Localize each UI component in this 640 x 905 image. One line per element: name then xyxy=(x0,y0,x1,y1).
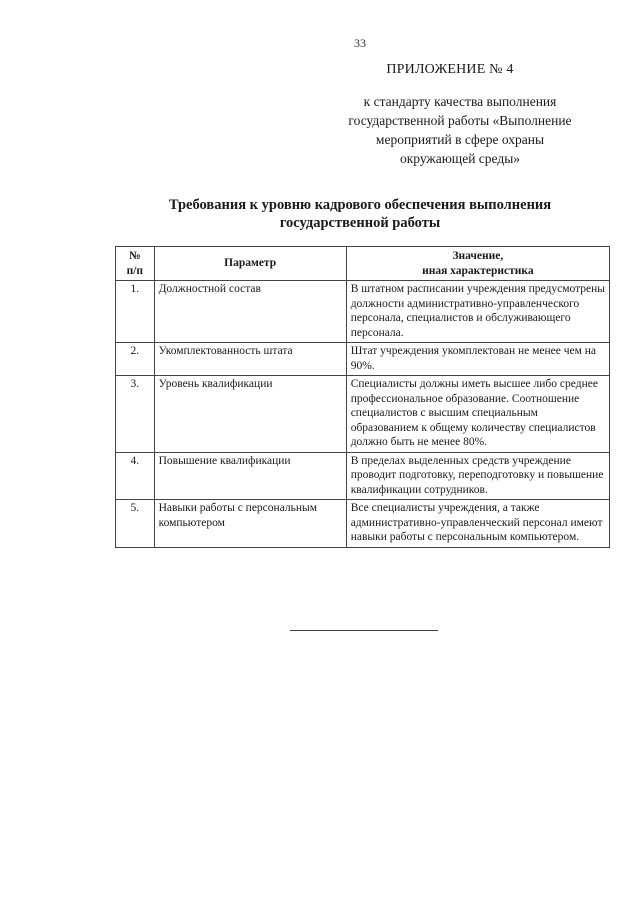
document-title xyxy=(120,196,600,232)
appendix-description-line: мероприятий в сфере охраны xyxy=(375,132,545,147)
closing-divider-line xyxy=(290,630,438,631)
row-parameter: Уровень квалификации xyxy=(154,376,346,453)
row-number: 3. xyxy=(116,376,155,453)
row-number: 4. xyxy=(116,452,155,500)
row-value: В штатном расписании учреждения предусмотрены должности административно-управленческого персонала, специалистов и обслуживающего персонала. xyxy=(346,281,609,343)
row-parameter: Навыки работы с персональным компьютером xyxy=(154,500,346,548)
row-value: Специалисты должны иметь высшее либо среднее профессиональное образование. Соотношение специалистов с высшим специальным образованием к общему количеству специалистов должно быть не менее 80%. xyxy=(346,376,609,453)
appendix-description-line: окружающей среды» xyxy=(399,151,521,166)
document-title-line: государственной работы xyxy=(279,215,441,231)
appendix-description-line: государственной работы «Выполнение xyxy=(348,113,572,128)
row-number: 5. xyxy=(116,500,155,548)
header-number-line: № xyxy=(129,250,141,262)
page-number: 33 xyxy=(354,36,366,50)
row-value: Все специалисты учреждения, а также административно-управленческий персонал имеют навыки работы с персональным компьютером. xyxy=(346,500,609,548)
header-value-line: иная характеристика xyxy=(422,264,534,277)
row-parameter: Должностной состав xyxy=(154,281,346,343)
table-row xyxy=(116,376,610,453)
header-value xyxy=(346,247,609,281)
row-value: В пределах выделенных средств учреждение проводит подготовку, переподготовку и повышение квалификации сотрудников. xyxy=(346,452,609,500)
appendix-title: ПРИЛОЖЕНИЕ № 4 xyxy=(386,62,514,77)
requirements-table xyxy=(115,246,610,548)
row-number: 2. xyxy=(116,343,155,376)
row-number: 1. xyxy=(116,281,155,343)
appendix-description-line: к стандарту качества выполнения xyxy=(363,94,557,109)
appendix-description xyxy=(330,92,590,168)
document-title-line: Требования к уровню кадрового обеспечения выполнения xyxy=(168,197,552,213)
table-row xyxy=(116,281,610,343)
row-value: Штат учреждения укомплектован не менее чем на 90%. xyxy=(346,343,609,376)
header-value-line: Значение, xyxy=(452,250,504,262)
table-row xyxy=(116,452,610,500)
row-parameter: Повышение квалификации xyxy=(154,452,346,500)
header-number-line: п/п xyxy=(126,264,144,277)
table-row xyxy=(116,500,610,548)
header-number xyxy=(116,247,155,281)
table-row xyxy=(116,343,610,376)
row-parameter: Укомплектованность штата xyxy=(154,343,346,376)
header-parameter: Параметр xyxy=(154,247,346,281)
table-header-row xyxy=(116,247,610,281)
